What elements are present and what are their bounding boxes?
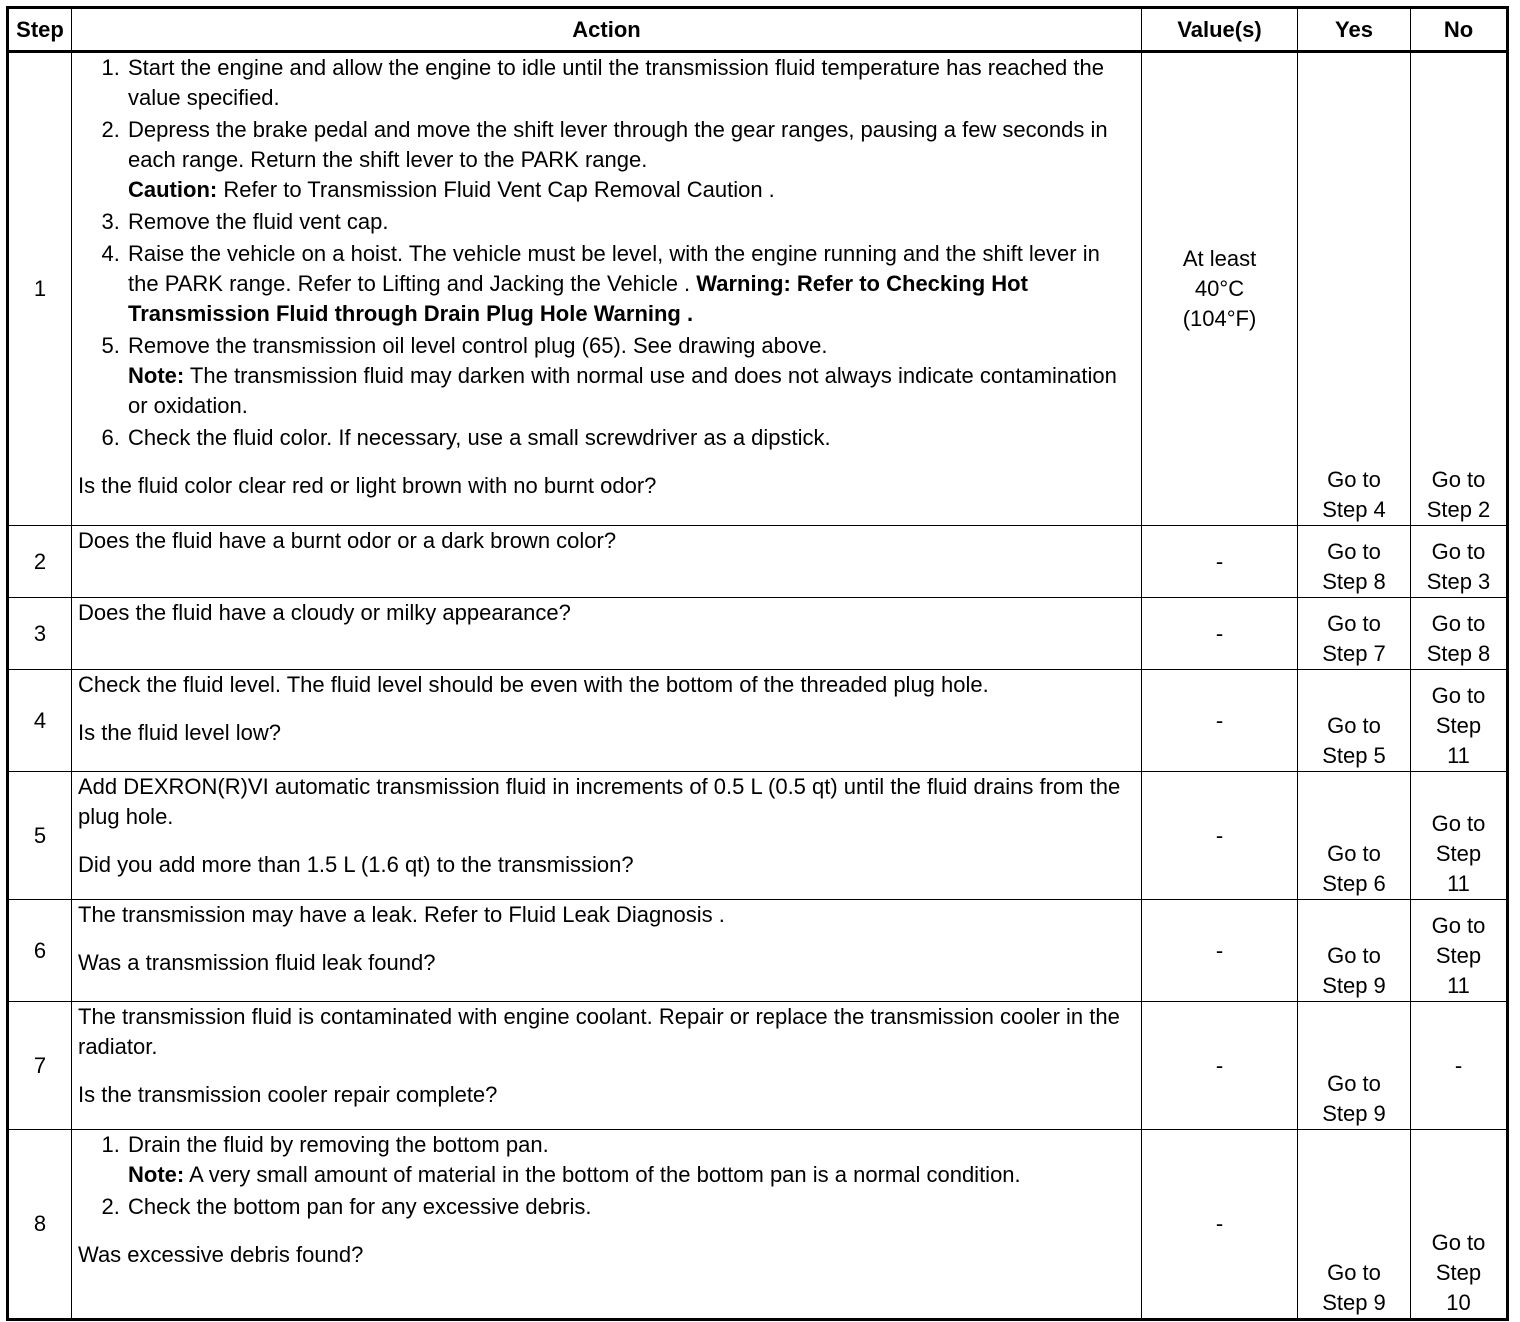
no-cell: Go to Step 8 (1411, 598, 1508, 670)
no-cell: Go to Step 11 (1411, 772, 1508, 900)
action-cell (72, 1130, 1142, 1320)
action-question: Is the fluid level low? (78, 720, 281, 745)
action-question: Did you add more than 1.5 L (1.6 qt) to the transmission? (78, 852, 634, 877)
list-item: 3. Remove the fluid vent cap. (126, 207, 1135, 237)
action-cell (72, 900, 1142, 1002)
yes-cell: Go to Step 8 (1298, 526, 1411, 598)
action-text: The transmission fluid is contaminated with engine coolant. Repair or replace the transmission cooler in the radiator. (78, 1004, 1120, 1059)
yes-cell: Go to Step 9 (1298, 1130, 1411, 1320)
no-cell: Go to Step 2 (1411, 52, 1508, 526)
value-cell: - (1142, 598, 1298, 670)
value-cell: - (1142, 900, 1298, 1002)
no-cell: Go to Step 11 (1411, 670, 1508, 772)
header-action: Action (72, 8, 1142, 52)
action-text: The transmission may have a leak. Refer to Fluid Leak Diagnosis . (78, 902, 725, 927)
table-row-step-2 (8, 526, 1508, 598)
action-cell (72, 52, 1142, 526)
no-cell: Go to Step 11 (1411, 900, 1508, 1002)
table-row-step-8 (8, 1130, 1508, 1320)
action-question: Is the transmission cooler repair complete? (78, 1082, 498, 1107)
list-item: 2. Check the bottom pan for any excessive debris. (126, 1192, 1135, 1222)
action-steps-list (78, 53, 1135, 453)
action-text: Does the fluid have a burnt odor or a dark brown color? (78, 528, 617, 553)
action-cell (72, 772, 1142, 900)
header-values: Value(s) (1142, 8, 1298, 52)
step-number: 8 (8, 1130, 72, 1320)
yes-cell: Go to Step 9 (1298, 1002, 1411, 1130)
yes-cell: Go to Step 5 (1298, 670, 1411, 772)
header-no: No (1411, 8, 1508, 52)
action-cell (72, 1002, 1142, 1130)
action-text: Does the fluid have a cloudy or milky appearance? (78, 600, 571, 625)
action-text: Add DEXRON(R)VI automatic transmission fluid in increments of 0.5 L (0.5 qt) until the fluid drains from the plug hole. (78, 774, 1121, 829)
list-item: 2. Depress the brake pedal and move the shift lever through the gear ranges, pausing a few seconds in each range. Return the shift lever to the PARK range. Caution: Refer to Transmission Fluid Vent Cap Removal Caution . (126, 115, 1135, 205)
yes-cell: Go to Step 9 (1298, 900, 1411, 1002)
yes-cell: Go to Step 7 (1298, 598, 1411, 670)
table-row-step-1 (8, 52, 1508, 526)
action-steps-list (78, 1130, 1135, 1222)
no-cell: Go to Step 10 (1411, 1130, 1508, 1320)
no-cell: Go to Step 3 (1411, 526, 1508, 598)
list-item: 4. Raise the vehicle on a hoist. The vehicle must be level, with the engine running and the shift lever in the PARK range. Refer to Lifting and Jacking the Vehicle . Warning: Refer to Checking Hot Transmission Fluid through Drain Plug Hole Warning . (126, 239, 1135, 329)
list-item: 1. Drain the fluid by removing the bottom pan. Note: A very small amount of material in the bottom of the bottom pan is a normal condition. (126, 1130, 1135, 1190)
value-cell: At least 40°C (104°F) (1142, 52, 1298, 526)
action-cell (72, 670, 1142, 772)
value-cell: - (1142, 1002, 1298, 1130)
yes-cell: Go to Step 6 (1298, 772, 1411, 900)
table-row-step-5 (8, 772, 1508, 900)
step-number: 7 (8, 1002, 72, 1130)
list-item: 6. Check the fluid color. If necessary, use a small screwdriver as a dipstick. (126, 423, 1135, 453)
action-question: Was excessive debris found? (78, 1242, 364, 1267)
step-number: 5 (8, 772, 72, 900)
diagnostic-table (6, 6, 1509, 1321)
table-row-step-3 (8, 598, 1508, 670)
header-step: Step (8, 8, 72, 52)
yes-cell: Go to Step 4 (1298, 52, 1411, 526)
warning-text: Warning: Refer to Checking Hot Transmission Fluid through Drain Plug Hole Warning . (128, 271, 1028, 326)
list-item: 5. Remove the transmission oil level control plug (65). See drawing above. Note: The transmission fluid may darken with normal use and does not always indicate contamination or oxidation. (126, 331, 1135, 421)
table-row-step-7 (8, 1002, 1508, 1130)
header-yes: Yes (1298, 8, 1411, 52)
action-cell (72, 598, 1142, 670)
note: Note: The transmission fluid may darken with normal use and does not always indicate contamination or oxidation. (128, 363, 1117, 418)
table-row-step-4 (8, 670, 1508, 772)
value-cell: - (1142, 526, 1298, 598)
step-number: 3 (8, 598, 72, 670)
step-number: 6 (8, 900, 72, 1002)
value-cell: - (1142, 772, 1298, 900)
list-item: 1. Start the engine and allow the engine to idle until the transmission fluid temperature has reached the value specified. (126, 53, 1135, 113)
table-row-step-6 (8, 900, 1508, 1002)
step-number: 1 (8, 52, 72, 526)
value-cell: - (1142, 1130, 1298, 1320)
header-row (8, 8, 1508, 52)
step-number: 4 (8, 670, 72, 772)
action-question: Is the fluid color clear red or light brown with no burnt odor? (78, 473, 657, 498)
action-cell (72, 526, 1142, 598)
action-question: Was a transmission fluid leak found? (78, 950, 436, 975)
no-cell: - (1411, 1002, 1508, 1130)
action-text: Check the fluid level. The fluid level should be even with the bottom of the threaded plug hole. (78, 672, 989, 697)
value-cell: - (1142, 670, 1298, 772)
caution-note: Caution: Refer to Transmission Fluid Vent Cap Removal Caution . (128, 177, 775, 202)
note: Note: A very small amount of material in the bottom of the bottom pan is a normal condition. (128, 1162, 1021, 1187)
step-number: 2 (8, 526, 72, 598)
